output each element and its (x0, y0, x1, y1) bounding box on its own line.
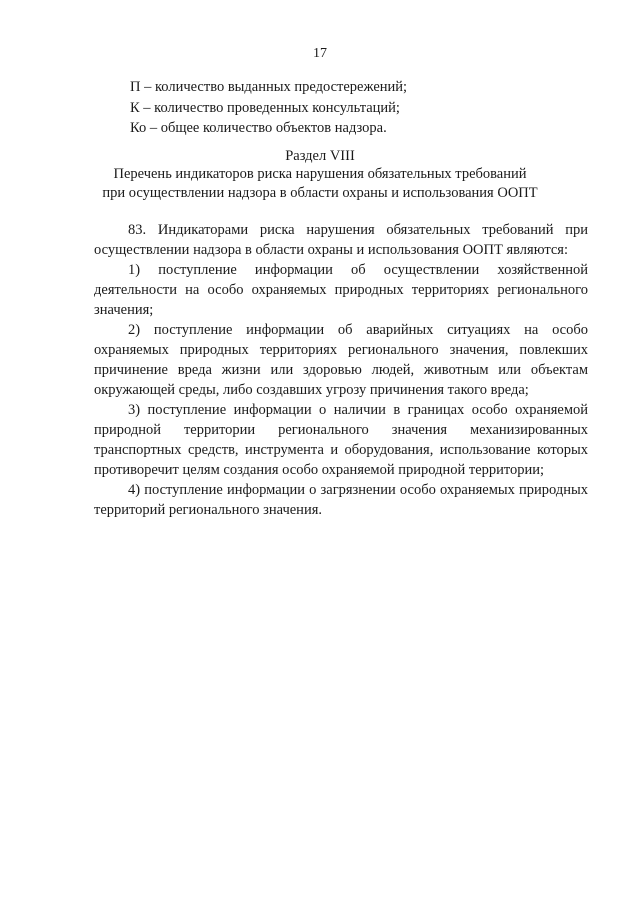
page-number: 17 (313, 46, 327, 61)
paragraph-83: 83. Индикаторами риска нарушения обязательных требований при осуществлении надзора в области охраны и использования ООПТ являются: (94, 222, 588, 258)
paragraph-item-4: 4) поступление информации о загрязнении особо охраняемых природных территорий регионального значения. (94, 482, 588, 518)
paragraph-item-2: 2) поступление информации об аварийных ситуациях на особо охраняемых природных территориях регионального значения, повлекших причинение вреда жизни или здоровью людей, животным или объектам окружающей среды, либо создавших угрозу причинения такого вреда; (94, 322, 588, 398)
paragraph-item-1: 1) поступление информации об осуществлении хозяйственной деятельности на особо охраняемых природных территориях регионального значения; (94, 262, 588, 318)
definition-p: П – количество выданных предостережений; (130, 79, 408, 95)
paragraph-item-3: 3) поступление информации о наличии в границах особо охраняемой природной территории регионального значения механизированных транспортных средств, инструмента и оборудования, использование которых противоречит целям создания особо охраняемой природной территории; (94, 402, 588, 478)
formula-definitions (130, 77, 407, 139)
body-text (94, 220, 588, 520)
section-subtitle (0, 165, 640, 203)
section-title: Раздел VIII (285, 148, 355, 164)
definition-k: К – количество проведенных консультаций; (130, 99, 400, 116)
section-subtitle-line-1: Перечень индикаторов риска нарушения обязательных требований (113, 166, 527, 182)
section-subtitle-line-2: при осуществлении надзора в области охраны и использования ООПТ (102, 185, 538, 201)
definition-ko: Ко – общее количество объектов надзора. (130, 120, 387, 136)
